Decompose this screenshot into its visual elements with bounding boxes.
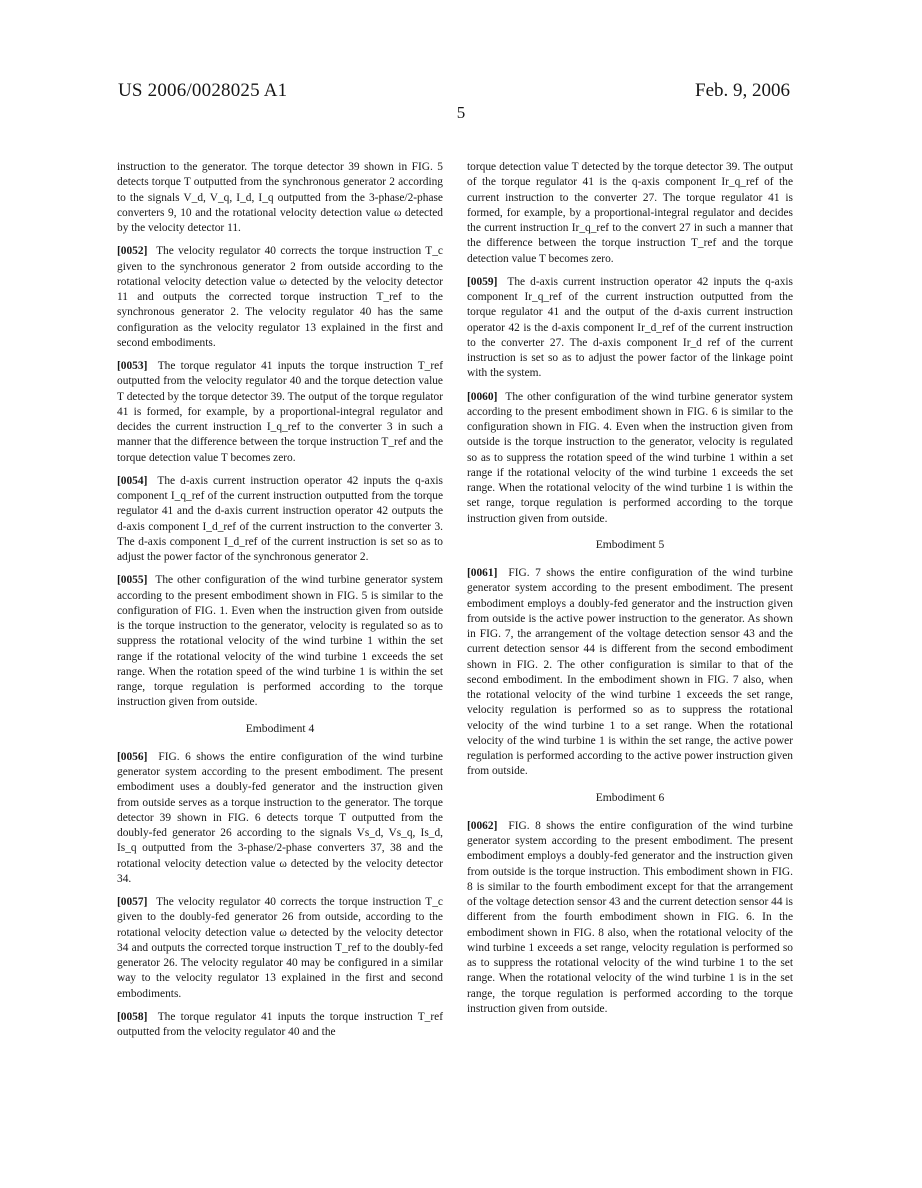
paragraph-0060: [0060] The other configuration of the wind turbine generator system according to the present embodiment shown in FIG. 6 is similar to the configuration shown in FIG. 4. Even when the instruction given from outside is the torque instruction to the generator, velocity is regulated so as to suppress the rotation speed of the wind turbine 1 within a set range if the rotational velocity of the wind turbine 1 exceeds the set range. When the rotational velocity of the wind turbine 1 is within the set range, torque regulation is performed according to the torque instruction given from outside. [467,390,793,525]
paragraph-number: [0055] [117,574,148,587]
paragraph-number: [0052] [117,245,148,258]
paragraph-continued: torque detection value T detected by the torque detector 39. The output of the torque regulator 41 is the q-axis component Ir_q_ref of the current instruction to the converter 27. The torque regulator 41 is formed, for example, by a proportional-integral regulator and decides the current instruction Ir_q_ref to the convert 27 in such a manner that the difference between the torque instruction T_ref and the torque detection value T becomes zero. [467,161,793,265]
publication-date: Feb. 9, 2006 [695,80,790,101]
paragraph-number: [0053] [117,360,148,372]
paragraph-number: [0057] [117,896,148,908]
paragraph-0059: [0059] The d-axis current instruction operator 42 inputs the q-axis component Ir_q_ref of the current instruction outputted from the torque regulator 41 and the output of the d-axis current instruction operator 42 is the d-axis component Ir_d_ref of the current instruction to the converter 27. The d-axis component Ir_d ref of the current instruction is set so as to adjust the power factor of the linkage point with the system. [467,275,793,380]
paragraph-number: [0058] [117,1010,148,1023]
patent-number: US 2006/0028025 A1 [118,80,288,101]
paragraph-0054: [0054] The d-axis current instruction operator 42 inputs the q-axis component I_q_ref of the current instruction outputted from the torque regulator 41 and the d-axis current instruction operator 42 outputs the d-axis component I_d_ref of the current instruction to the converter 3. The d-axis component I_d_ref of the current instruction is set so as to adjust the power factor of the synchronous generator 2. [117,474,443,563]
paragraph-number: [0060] [467,390,498,403]
paragraph-number: [0062] [467,819,498,832]
paragraph-0061: [0061] FIG. 7 shows the entire configuration of the wind turbine generator system according to the present embodiment. The present embodiment employs a doubly-fed generator and the instruction given from outside is the active power instruction to the generator. As shown in FIG. 7, the arrangement of the voltage detection sensor 43 and the current detection sensor 44 is different from the second embodiment shown in FIG. 2. The other configuration is similar to that of the second embodiment. In the embodiment shown in FIG. 7 also, when the rotational velocity of the wind turbine 1 exceeds the set range, velocity regulation is performed so as to suppress the rotational velocity of the wind turbine 1 to a set range. When the rotational velocity of the wind turbine 1 is within the set range, the active power regulation is performed according to the active power instruction given from outside. [467,567,793,778]
paragraph-0052: [0052] The velocity regulator 40 corrects the torque instruction T_c given to the synchronous generator 2 from outside according to the rotational velocity detection value ω detected by the velocity detector 11 and outputs the corrected torque instruction T_ref to the synchronous generator 2. The velocity regulator 40 has the same configuration as the velocity regulator 13 explained in the first and second embodiments. [117,245,443,349]
paragraph-continued: instruction to the generator. The torque detector 39 shown in FIG. 5 detects torque T outputted from the synchronous generator 2 according to the signals V_d, V_q, I_d, I_q outputted from the 3-phase/2-phase converters 9, 10 and the rotational velocity detection value ω detected by the velocity detector 11. [117,161,443,234]
paragraph-0058: [0058] The torque regulator 41 inputs the torque instruction T_ref outputted from the velocity regulator 40 and the [117,1010,443,1038]
section-heading-embodiment-5: Embodiment 5 [595,537,665,551]
left-column [117,160,443,1040]
section-heading-embodiment-4: Embodiment 4 [245,721,315,735]
section-heading-embodiment-6: Embodiment 6 [595,790,665,804]
paragraph-0055: [0055] The other configuration of the wind turbine generator system according to the present embodiment shown in FIG. 5 is similar to the configuration of FIG. 1. Even when the instruction given from outside is the torque instruction to the generator, velocity is regulated so as to suppress the rotational velocity of the wind turbine 1 within the set range if the rotational velocity of the wind turbine 1 exceeds the set range. When the rotation speed of the wind turbine 1 is within the set range, torque regulation is performed according to the torque instruction given from outside. [117,574,443,709]
right-column [467,160,793,1017]
paragraph-0056: [0056] FIG. 6 shows the entire configuration of the wind turbine generator system according to the present embodiment. The present embodiment uses a doubly-fed generator and the instruction given from outside serves as a torque instruction to the generator. The torque detector 39 shown in FIG. 6 detects torque T outputted from the doubly-fed generator 26 according to the signals Vs_d, Vs_q, Is_d, Is_q outputted from the 3-phase/2-phase converters 37, 38 and the rotational velocity detection value ω detected by the velocity detector 34. [117,750,443,885]
paragraph-number: [0061] [467,567,498,579]
paragraph-number: [0056] [117,750,148,763]
paragraph-0053: [0053] The torque regulator 41 inputs the torque instruction T_ref outputted from the velocity regulator 40 and the torque detection value T detected by the torque detector 39. The output of the torque regulator 41 is formed, for example, by a proportional-integral regulator and decides the current instruction I_q_ref to the converter 3 in such a manner that the difference between the torque instruction T_ref and the torque detection value T becomes zero. [117,360,443,464]
paragraph-number: [0059] [467,275,498,288]
page-number: 5 [456,103,466,122]
paragraph-0062: [0062] FIG. 8 shows the entire configuration of the wind turbine generator system according to the present embodiment. The present embodiment employs a doubly-fed generator and the instruction given from outside is the torque instruction. This embodiment shown in FIG. 8 is similar to the fourth embodiment except for that the arrangement of the voltage detection sensor 43 and the current detection sensor 44 is different from the fourth embodiment shown in FIG. 6. In the embodiment shown in FIG. 8 also, when the rotational velocity of the wind turbine 1 exceeds a set range, velocity regulation is performed so as to suppress the rotational velocity of the wind turbine 1 to the set range. When the rotational velocity of the wind turbine 1 is in the set range, the torque regulation is performed according to the torque instruction given from outside. [467,819,793,1015]
paragraph-0057: [0057] The velocity regulator 40 corrects the torque instruction T_c given to the doubly-fed generator 26 from outside, according to the rotational velocity detection value ω detected by the velocity detector 34 and outputs the corrected torque instruction T_ref to the doubly-fed generator 26. The velocity regulator 40 may be configured in a similar way to the velocity regulator 13 explained in the first and second embodiments. [117,896,443,1000]
paragraph-number: [0054] [117,474,148,487]
